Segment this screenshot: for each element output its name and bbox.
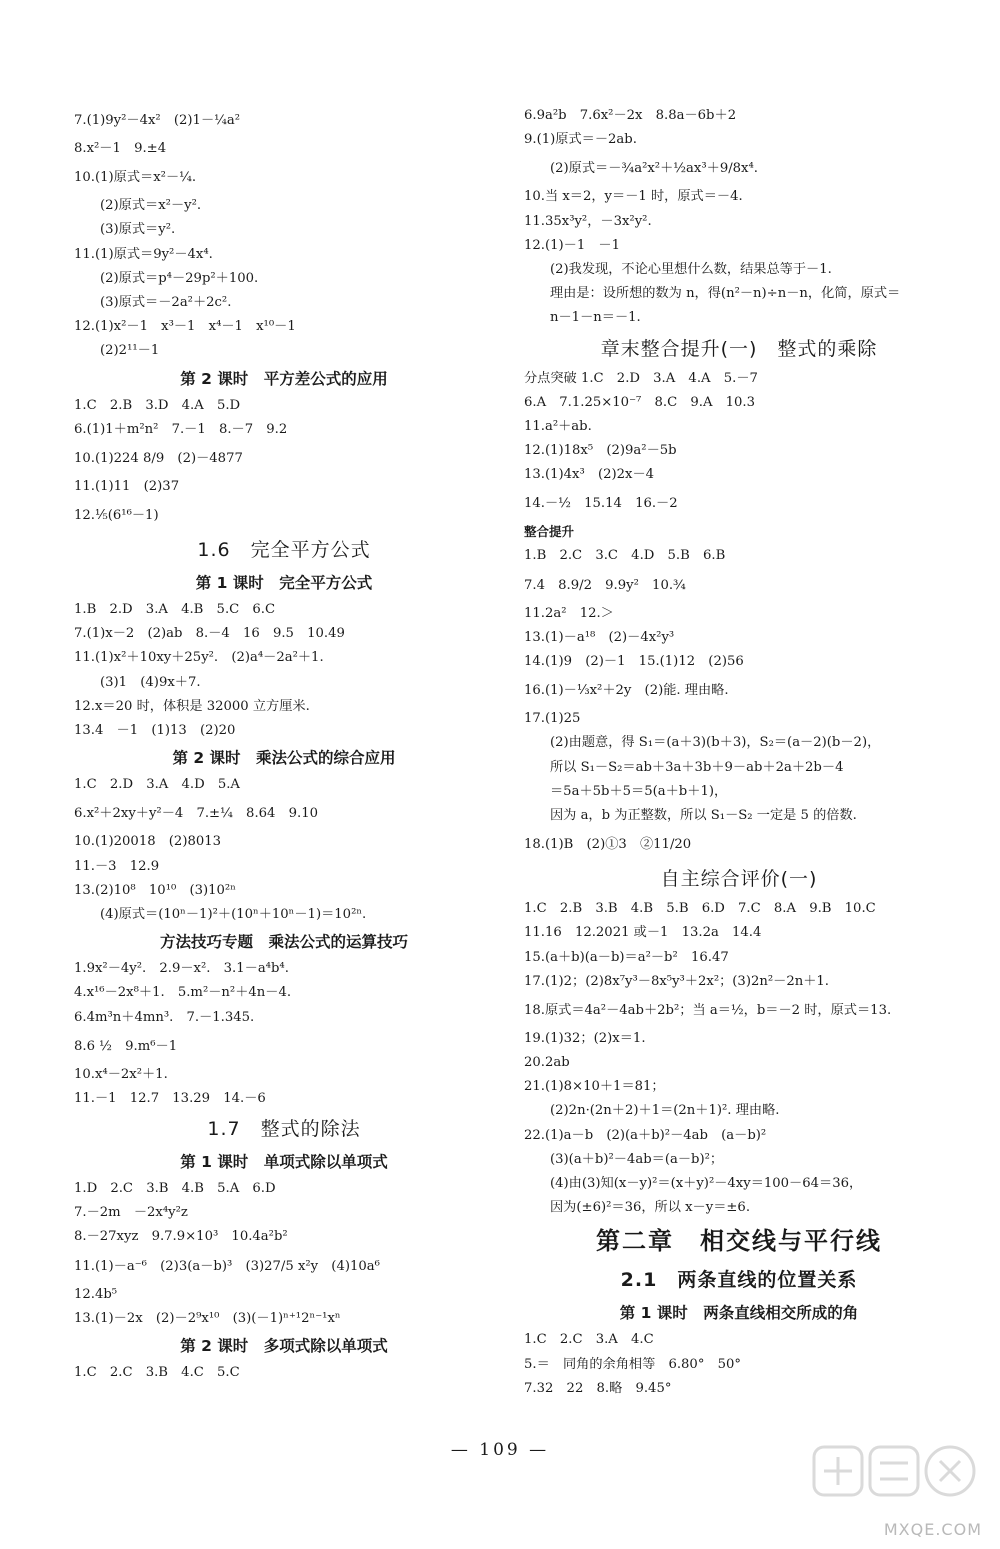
answer-line: (2)2¹¹－1: [100, 343, 160, 359]
answer-line: 7.(1)x－2 (2)ab 8.－4 16 9.5 10.49: [74, 626, 345, 642]
answer-line: 8.6 ½ 9.m⁶－1: [74, 1038, 178, 1054]
answer-line: 1.9x²－4y². 2.9－x². 3.1－a⁴b⁴.: [74, 961, 289, 977]
answer-line: 7.4 8.9/2 9.9y² 10.¾: [524, 577, 686, 593]
answer-line: 14.(1)9 (2)－1 15.(1)12 (2)56: [524, 654, 744, 669]
answer-line: 12.x＝20 时，体积是 32000 立方厘米.: [74, 698, 310, 714]
answer-line: 1.C 2.C 3.B 4.C 5.C: [74, 1365, 240, 1380]
answer-line: 13.(1)－a¹⁸ (2)－4x²y³: [524, 629, 675, 645]
answer-line: 所以 S₁－S₂＝ab＋3a＋3b＋9－ab＋2a＋2b－4: [550, 759, 844, 775]
answer-line: 10.(1)224 8/9 (2)－4877: [74, 450, 243, 466]
part-label: 整合提升: [524, 524, 575, 540]
answer-line: 12.⅕(6¹⁶－1): [74, 508, 159, 524]
lesson-heading: 第 1 课时 完全平方公式: [195, 574, 373, 593]
answer-line: 12.(1)－1 －1: [524, 237, 620, 253]
answer-line: ＝5a＋5b＋5＝5(a＋b＋1)，: [550, 783, 728, 799]
answer-line: 11.－1 12.7 13.29 14.－6: [74, 1090, 266, 1106]
answer-line: 13.(2)10⁸ 10¹⁰ (3)10²ⁿ: [74, 882, 236, 898]
answer-line: 7.－2m －2x⁴y²z: [74, 1205, 188, 1221]
answer-line: 14.－½ 15.14 16.－2: [524, 496, 678, 512]
lesson-heading: 第 2 课时 多项式除以单项式: [180, 1337, 388, 1355]
answer-line: 分点突破 1.C 2.D 3.A 4.A 5.－7: [524, 370, 758, 386]
answer-line: 12.4b⁵: [74, 1286, 118, 1302]
answer-line: (2)我发现，不论心里想什么数，结果总等于－1.: [550, 261, 832, 277]
answer-line: 11.(1)x²＋10xy＋25y². (2)a⁴－2a²＋1.: [74, 650, 324, 666]
answer-line: 1.B 2.D 3.A 4.B 5.C 6.C: [74, 602, 276, 618]
answer-line: (2)原式＝p⁴－29p²＋100.: [100, 270, 259, 286]
answer-line: (3)原式＝y².: [100, 222, 176, 238]
right-column: [524, 104, 954, 1401]
answer-line: 11.(1)11 (2)37: [74, 478, 180, 494]
section-heading: 2.1 两条直线的位置关系: [620, 1269, 858, 1292]
section-heading: 1.7 整式的除法: [207, 1118, 361, 1141]
answer-line: 10.当 x＝2，y＝－1 时，原式＝－4.: [524, 189, 743, 205]
answer-line: 6.A 7.1.25×10⁻⁷ 8.C 9.A 10.3: [524, 394, 756, 410]
answer-line: 10.(1)20018 (2)8013: [74, 834, 222, 850]
answer-line: 11.2a² 12.＞: [524, 605, 614, 621]
answer-line: 22.(1)a－b (2)(a＋b)²－4ab (a－b)²: [524, 1127, 767, 1143]
answer-line: 5.＝ 同角的余角相等 6.80° 50°: [524, 1356, 741, 1372]
answer-line: 9.(1)原式＝－2ab.: [524, 132, 637, 148]
section-heading: 自主综合评价(一): [660, 868, 818, 891]
answer-line: 20.2ab: [524, 1055, 570, 1071]
answer-line: 1.C 2.B 3.D 4.A 5.D: [74, 397, 241, 413]
answer-line: 10.(1)原式＝x²－¼.: [74, 170, 197, 186]
answer-line: 8.x²－1 9.±4: [74, 141, 167, 156]
answer-line: (4)由(3)知(x－y)²＝(x＋y)²－4xy＝100－64＝36，: [550, 1176, 863, 1191]
answer-line: 18.原式＝4a²－4ab＋2b²；当 a＝½，b＝－2 时，原式＝13.: [524, 1002, 892, 1018]
section-heading: 章末整合提升(一) 整式的乘除: [600, 337, 878, 360]
answer-line: 7.(1)9y²－4x² (2)1－¼a²: [74, 113, 241, 128]
lesson-heading: 第 2 课时 乘法公式的综合应用: [172, 749, 396, 768]
answer-line: 6.9a²b 7.6x²－2x 8.8a－6b＋2: [524, 108, 737, 123]
chapter-heading: 第二章 相交线与平行线: [596, 1227, 882, 1256]
answer-line: 6.4m³n＋4mn³. 7.－1.345.: [74, 1009, 255, 1025]
answer-line: 因为 a，b 为正整数，所以 S₁－S₂ 一定是 5 的倍数.: [550, 807, 857, 823]
answer-line: 12.(1)18x⁵ (2)9a²－5b: [524, 443, 677, 459]
section-heading: 1.6 完全平方公式: [197, 539, 371, 562]
answer-line: n－1－n＝－1.: [550, 310, 641, 326]
answer-line: 6.x²＋2xy＋y²－4 7.±¼ 8.64 9.10: [74, 806, 318, 822]
answer-line: (2)2n·(2n＋2)＋1＝(2n＋1)². 理由略.: [550, 1103, 780, 1119]
answer-line: 11.－3 12.9: [74, 858, 160, 874]
answer-line: 19.(1)32；(2)x＝1.: [524, 1030, 646, 1046]
answer-line: 4.x¹⁶－2x⁸＋1. 5.m²－n²＋4n－4.: [74, 985, 292, 1001]
answer-line: 13.4 －1 (1)13 (2)20: [74, 723, 236, 738]
answer-line: (2)原式＝x²－y².: [100, 198, 202, 214]
page-number: — 109 —: [450, 1440, 550, 1460]
answer-line: 21.(1)8×10＋1＝81；: [524, 1079, 665, 1095]
answer-line: 11.(1)原式＝9y²－4x⁴.: [74, 246, 213, 262]
watermark-text: MXQE.COM: [883, 1520, 982, 1539]
answer-line: 6.(1)1＋m²n² 7.－1 8.－7 9.2: [74, 421, 288, 437]
left-column: [74, 104, 494, 1385]
answer-line: 12.(1)x²－1 x³－1 x⁴－1 x¹⁰－1: [74, 319, 296, 335]
answer-line: 13.(1)－2x (2)－2⁹x¹⁰ (3)(－1)ⁿ⁺¹2ⁿ⁻¹xⁿ: [74, 1310, 341, 1326]
answer-line: (3)(a＋b)²－4ab＝(a－b)²；: [550, 1151, 724, 1167]
answer-line: 11.35x³y²，－3x²y².: [524, 213, 652, 229]
answer-line: 11.(1)－a⁻⁶ (2)3(a－b)³ (3)27/5 x²y (4)10a⁶: [74, 1258, 380, 1274]
lesson-heading: 第 1 课时 两条直线相交所成的角: [619, 1304, 859, 1323]
answer-line: 7.32 22 8.略 9.45°: [524, 1380, 672, 1396]
answer-line: (2)由题意，得 S₁＝(a＋3)(b＋3)，S₂＝(a－2)(b－2)，: [550, 735, 881, 751]
answer-line: 11.a²＋ab.: [524, 418, 592, 434]
answer-line: 1.C 2.D 3.A 4.D 5.A: [74, 777, 240, 793]
answer-line: (3)1 (4)9x＋7.: [100, 674, 201, 690]
answer-line: 15.(a＋b)(a－b)＝a²－b² 16.47: [524, 949, 729, 965]
lesson-heading: 第 2 课时 平方差公式的应用: [180, 369, 388, 388]
answer-line: (4)原式＝(10ⁿ－1)²＋(10ⁿ＋10ⁿ－1)＝10²ⁿ.: [100, 906, 367, 922]
answer-line: (2)原式＝－¾a²x²＋½ax³＋9/8x⁴.: [550, 161, 758, 177]
answer-line: 因为(±6)²＝36，所以 x－y＝±6.: [550, 1200, 751, 1216]
answer-line: 17.(1)25: [524, 711, 581, 727]
answer-line: 13.(1)4x³ (2)2x－4: [524, 467, 655, 483]
answer-line: 11.16 12.2021 或－1 13.2a 14.4: [524, 925, 762, 941]
answer-line: 1.D 2.C 3.B 4.B 5.A 6.D: [74, 1181, 276, 1197]
answer-line: 8.－27xyz 9.7.9×10³ 10.4a²b²: [74, 1229, 288, 1245]
answer-line: (3)原式＝－2a²＋2c².: [100, 294, 232, 310]
answer-line: 1.B 2.C 3.C 4.D 5.B 6.B: [524, 548, 726, 564]
answer-line: 16.(1)－⅓x²＋2y (2)能. 理由略.: [524, 683, 729, 699]
answer-line: 17.(1)2；(2)8x⁷y³－8x⁵y³＋2x²；(3)2n²－2n＋1.: [524, 973, 829, 989]
answer-line: 10.x⁴－2x²＋1.: [74, 1066, 168, 1082]
answer-line: 1.C 2.B 3.B 4.B 5.B 6.D 7.C 8.A 9.B 10.C: [524, 901, 876, 917]
answer-line: 1.C 2.C 3.A 4.C: [524, 1332, 654, 1348]
answer-line: 18.(1)B (2)①3 ②11/20: [524, 837, 692, 853]
lesson-heading: 第 1 课时 单项式除以单项式: [180, 1153, 388, 1172]
lesson-heading: 方法技巧专题 乘法公式的运算技巧: [159, 933, 408, 952]
answer-line: 理由是：设所想的数为 n，得(n²－n)÷n－n，化简，原式＝: [550, 286, 901, 302]
